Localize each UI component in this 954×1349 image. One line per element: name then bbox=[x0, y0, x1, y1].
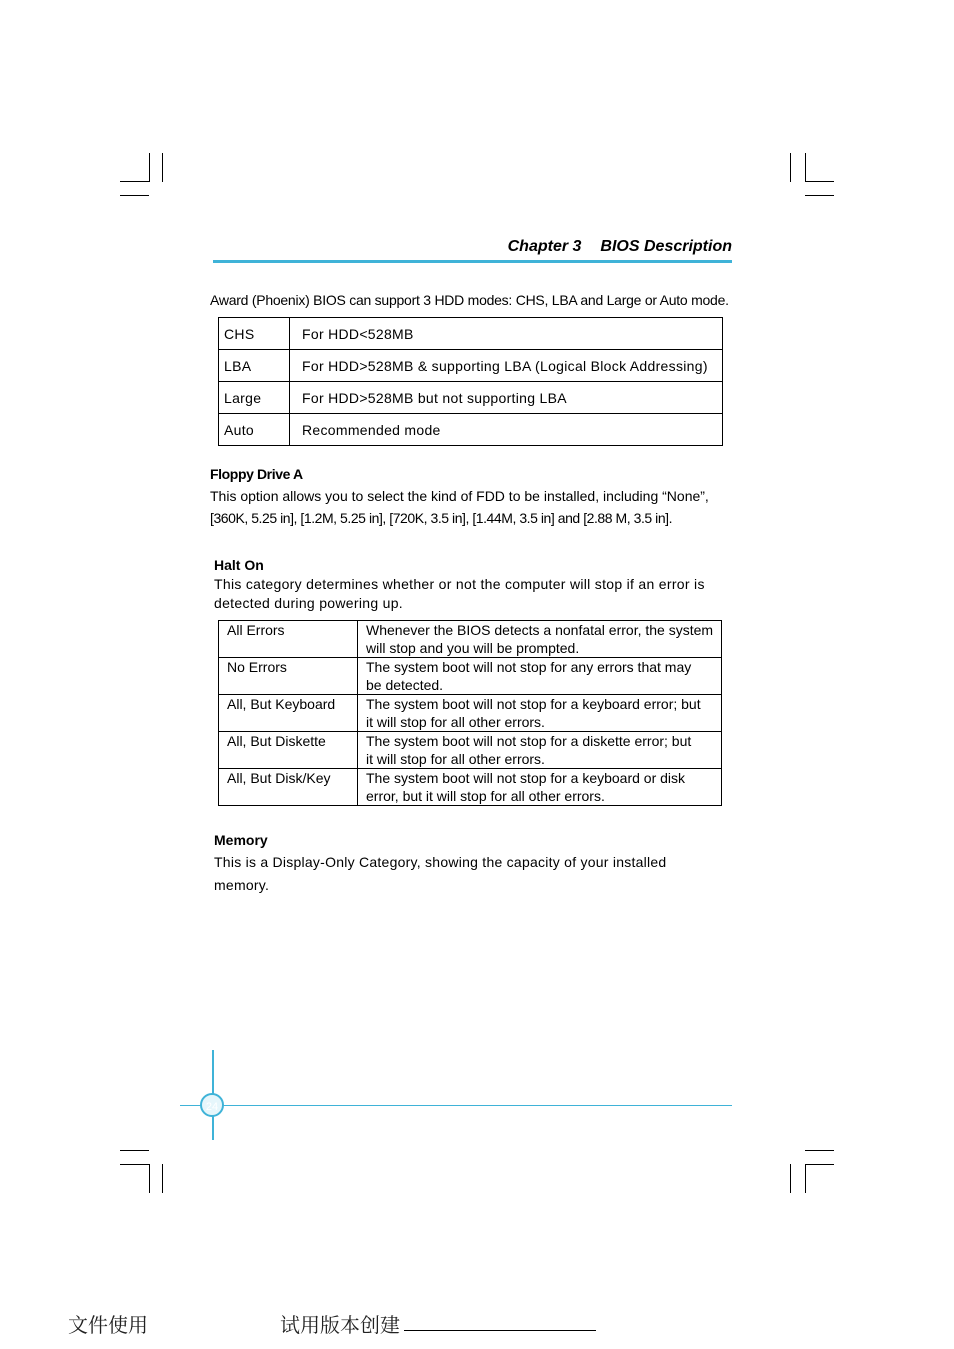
table-row bbox=[219, 621, 722, 658]
hdd-modes-table bbox=[218, 317, 723, 446]
footer-rule bbox=[180, 1105, 732, 1106]
halt-on-text-line1: This category determines whether or not the computer will stop if an error is bbox=[214, 576, 705, 592]
halt-description-cell bbox=[358, 695, 722, 732]
halt-option-cell: All Errors bbox=[219, 621, 358, 658]
footer-watermark-right: 试用版本创建 bbox=[280, 1313, 400, 1337]
description-line: be detected. bbox=[366, 677, 444, 693]
floppy-text-line1: This option allows you to select the kind of FDD to be installed, including “None”, bbox=[210, 488, 709, 504]
hdd-mode-cell: Auto bbox=[219, 414, 290, 446]
floppy-text-line2: [360K, 5.25 in], [1.2M, 5.25 in], [720K, 3.5 in], [1.44M, 3.5 in] and [2.88 M, 3.5 in]. bbox=[210, 510, 673, 526]
halt-option-cell: No Errors bbox=[219, 658, 358, 695]
description-line: The system boot will not stop for any errors that may bbox=[366, 659, 692, 675]
description-line: The system boot will not stop for a keyboard or disk bbox=[366, 770, 686, 786]
halt-on-heading: Halt On bbox=[214, 557, 264, 573]
footer-watermark-left: 文件使用 bbox=[68, 1313, 148, 1337]
page-number: 24 bbox=[200, 1093, 224, 1117]
hdd-description-cell: For HDD>528MB & supporting LBA (Logical Block Addressing) bbox=[290, 350, 723, 382]
table-row bbox=[219, 414, 723, 446]
header-rule bbox=[213, 260, 732, 263]
halt-description-cell bbox=[358, 658, 722, 695]
chapter-label: Chapter 3 bbox=[507, 238, 582, 255]
table-row bbox=[219, 695, 722, 732]
halt-option-cell: All, But Diskette bbox=[219, 732, 358, 769]
hdd-mode-cell: LBA bbox=[219, 350, 290, 382]
description-line: The system boot will not stop for a diskette error; but bbox=[366, 733, 692, 749]
memory-heading: Memory bbox=[214, 832, 268, 848]
description-line: The system boot will not stop for a keyboard error; but bbox=[366, 696, 701, 712]
table-row bbox=[219, 732, 722, 769]
halt-on-table bbox=[218, 620, 722, 806]
table-row bbox=[219, 318, 723, 350]
halt-option-cell: All, But Keyboard bbox=[219, 695, 358, 732]
hdd-description-cell: For HDD>528MB but not supporting LBA bbox=[290, 382, 723, 414]
description-line: error, but it will stop for all other errors. bbox=[366, 788, 605, 804]
description-line: it will stop for all other errors. bbox=[366, 714, 545, 730]
memory-text-line1: This is a Display-Only Category, showing the capacity of your installed bbox=[214, 854, 667, 870]
table-row bbox=[219, 350, 723, 382]
halt-on-text-line2: detected during powering up. bbox=[214, 595, 403, 611]
halt-description-cell bbox=[358, 732, 722, 769]
halt-description-cell bbox=[358, 621, 722, 658]
chapter-header bbox=[420, 238, 732, 256]
hdd-mode-cell: Large bbox=[219, 382, 290, 414]
floppy-heading: Floppy Drive A bbox=[210, 466, 303, 482]
description-line: Whenever the BIOS detects a nonfatal error, the system bbox=[366, 622, 714, 638]
halt-description-cell bbox=[358, 769, 722, 806]
hdd-mode-cell: CHS bbox=[219, 318, 290, 350]
memory-text-line2: memory. bbox=[214, 877, 270, 893]
chapter-title: BIOS Description bbox=[600, 238, 732, 255]
hdd-description-cell: For HDD<528MB bbox=[290, 318, 723, 350]
description-line: will stop and you will be prompted. bbox=[366, 640, 580, 656]
table-row bbox=[219, 658, 722, 695]
table-row bbox=[219, 769, 722, 806]
hdd-description-cell: Recommended mode bbox=[290, 414, 723, 446]
intro-text: Award (Phoenix) BIOS can support 3 HDD modes: CHS, LBA and Large or Auto mode. bbox=[210, 292, 729, 308]
halt-option-cell: All, But Disk/Key bbox=[219, 769, 358, 806]
footer-underline bbox=[404, 1330, 596, 1331]
description-line: it will stop for all other errors. bbox=[366, 751, 545, 767]
table-row bbox=[219, 382, 723, 414]
